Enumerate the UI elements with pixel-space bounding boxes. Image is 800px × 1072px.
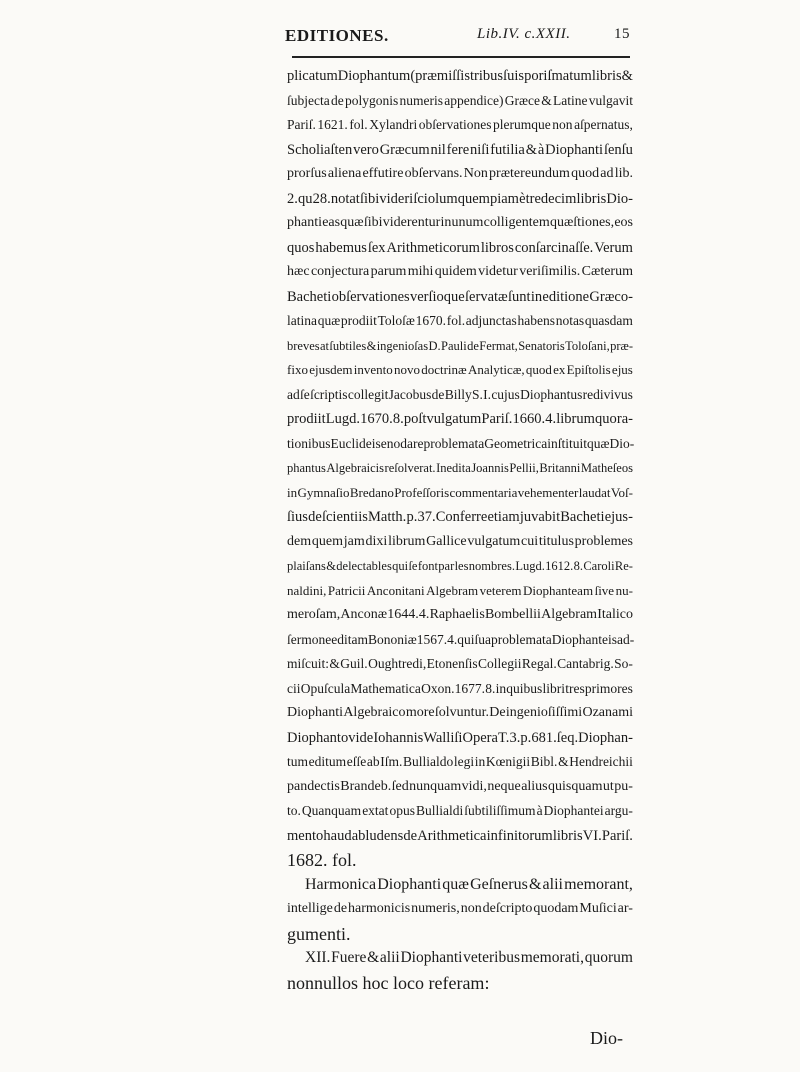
text-line: tionibus Euclideis enodare problemata Geometrica inſtituit quæ Dio- xyxy=(287,435,635,451)
text-line: mento haud abludens de Arithmetica infinitorum libris VI. Pariſ. xyxy=(287,827,633,844)
text-line: phanti eas quæ ſibi viderentur in unum colligentem quæſtiones, eos xyxy=(287,215,633,230)
text-line: breves at ſubtiles & ingenioſas D. Pauli de Fermat, Senatoris Toloſani, præ- xyxy=(287,338,633,353)
text-line: hæc conjectura parum mihi quidem videtur veriſimilis. Cæterum xyxy=(287,264,633,279)
text-line: Harmonica Diophanti quæ Geſnerus & alii memorant, xyxy=(305,875,633,893)
text-line: ſius de ſcientiis Matth. p. 37. Conferre etiam juvabit Bacheti ejus- xyxy=(287,509,633,525)
text-line: naldini, Patricii Anconitani Algebram veterem Diophanteam ſive nu- xyxy=(287,582,633,598)
page-number: 15 xyxy=(614,26,630,42)
text-line: fixo ejusdem invento novo doctrinæ Analyticæ, quod ex Epiſtolis ejus xyxy=(287,362,633,377)
text-line: tum editum eſſe ab Iſm. Bullialdo legi in Kœnigii Bibl. & Hendreichii xyxy=(287,754,633,769)
text-line: plicatum Diophantum (præmiſſis tribus ſuis poriſmatum libris & xyxy=(287,68,633,84)
running-head xyxy=(285,26,630,52)
text-line: plaiſans & delectables qui ſe font par les nombres. Lugd. 1612. 8. Caroli Re- xyxy=(287,559,633,573)
text-line: ſubjecta de polygonis numeris appendice) Græce & Latine vulgavit xyxy=(287,92,633,108)
text-line: Diophanto vide Iohannis Walliſi Opera T. 3. p. 681. ſeq. Diophan- xyxy=(287,729,633,746)
text-line: in Gymnaſio Bredano Profeſſoris commentaria vehementer laudat Voſ- xyxy=(287,484,633,500)
text-line: miſcuit: & Guil. Oughtredi, Etonenſis Collegii Regal. Cantabrig. So- xyxy=(287,656,633,671)
text-line: 1682. fol. xyxy=(287,850,357,870)
text-line: ſermone editam Bononiæ 1567. 4. qui ſua problemata Diophanteis ad- xyxy=(287,631,635,647)
text-line: pandectis Brandeb. ſed nunquam vidi, neque alius quisquam ut pu- xyxy=(287,778,633,794)
running-head-reference: Lib.IV. c.XXII. xyxy=(477,26,571,42)
text-line: latina quæ prodiit Toloſæ 1670. fol. adjunctas habens notas quasdam xyxy=(287,313,633,328)
header-rule xyxy=(292,56,630,58)
text-line: meroſam, Anconæ 1644. 4. Raphaelis Bombellii Algebram Italico xyxy=(287,607,633,622)
text-line: to. Quanquam extat opus Bullialdi ſubtiliſſimum à Diophantei argu- xyxy=(287,803,633,818)
catchword: Dio- xyxy=(590,1028,623,1048)
text-line: prodiit Lugd. 1670. 8. poſt vulgatum Pariſ. 1660. 4. librum quo ra- xyxy=(287,411,633,427)
text-line: Scholiaſten vero Græcum nil fere niſi futilia & à Diophanti ſenſu xyxy=(287,141,633,158)
text-line: gumenti. xyxy=(287,923,351,944)
text-line: dem quem jam dixi librum Gallice vulgatum cui titulus problemes xyxy=(287,533,633,549)
text-line: intellige de harmonicis numeris, non deſcripto quodam Muſici ar- xyxy=(287,901,633,916)
text-line: quos habemus ſex Arithmeticorum libros conſarcinaſſe. Verum xyxy=(287,239,633,256)
text-line: cii Opuſcula Mathematica Oxon. 1677. 8. in quibus libri tres primores xyxy=(287,680,633,696)
text-line: Bacheti obſervationes verſioque ſervatæ ſunt in editione Græco- xyxy=(287,288,633,305)
text-line: Diophanti Algebraico more ſolvuntur. De ingenioſiſſimi Ozanami xyxy=(287,705,633,720)
text-line: Pariſ. 1621. fol. Xylandri obſervationes plerumque non aſpernatus, xyxy=(287,117,633,132)
text-line: phantus Algebraicis reſolverat. Inedita Joannis Pellii, Britanni Matheſeos xyxy=(287,461,633,475)
text-line: XII. Fuere & alii Diophanti veteribus memorati, quorum xyxy=(305,949,633,966)
running-head-title: EDITIONES. xyxy=(285,26,389,45)
text-line: 2. qu 28. notat ſibi videri ſciolum quempiam è tredecim libris Dio- xyxy=(287,190,633,207)
text-line: prorſus aliena effutire obſervans. Non prætereundum quod ad lib. xyxy=(287,166,633,181)
text-line: nonnullos hoc loco referam: xyxy=(287,972,490,993)
text-line: ad ſe ſcriptis collegit Jacobus de Billy S. I. cujus Diophantus redivivus xyxy=(287,386,633,402)
